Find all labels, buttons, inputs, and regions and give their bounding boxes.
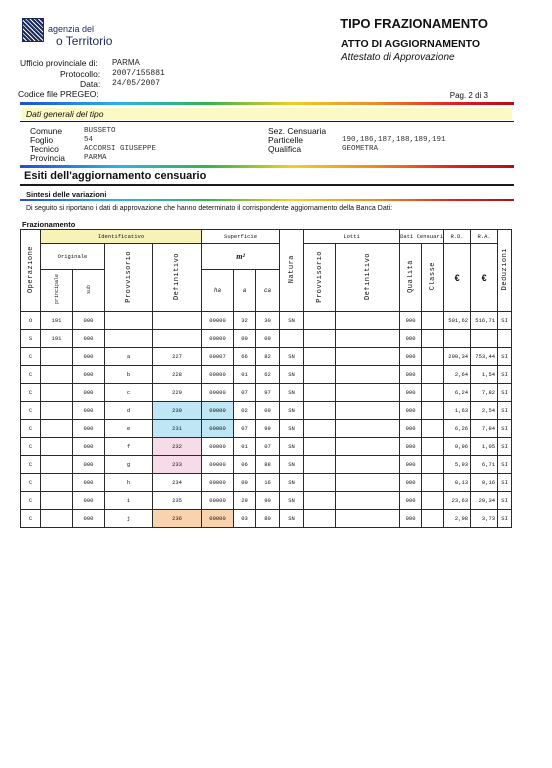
cell-a: 66	[234, 348, 256, 366]
table-body	[21, 312, 512, 528]
cell-cls	[422, 420, 444, 438]
cell-ra: 516,71	[471, 312, 498, 330]
cell-sub: 000	[73, 384, 105, 402]
euro-icon: €	[454, 272, 460, 283]
cell-rd: 2,98	[444, 510, 471, 528]
cell-cls	[422, 492, 444, 510]
cell-prov: f	[105, 438, 153, 456]
cell-lp	[304, 510, 336, 528]
cell-nat: SN	[280, 492, 304, 510]
cell-ld	[336, 312, 400, 330]
cell-rd: 23,63	[444, 492, 471, 510]
cell-ca: 88	[256, 456, 280, 474]
cell-a: 06	[234, 456, 256, 474]
cell-ded: SI	[498, 510, 512, 528]
cell-def: 234	[153, 474, 202, 492]
col-lotti-definitivo: Definitivo	[363, 252, 372, 300]
table-row	[21, 510, 512, 528]
cell-ld	[336, 366, 400, 384]
table-header-row	[21, 230, 512, 244]
tecnico-value: ACCORSI GIUSEPPE	[84, 145, 157, 153]
cell-ld	[336, 384, 400, 402]
protocollo-value: 2007/155881	[112, 69, 165, 78]
cell-qual: 000	[400, 330, 422, 348]
cell-nat	[280, 330, 304, 348]
cell-rd	[444, 330, 471, 348]
cell-cls	[422, 330, 444, 348]
foglio-value: 54	[84, 136, 94, 144]
cell-a: 29	[234, 492, 256, 510]
cell-ha: 00000	[202, 492, 234, 510]
frazionamento-title: Frazionamento	[22, 220, 76, 229]
cell-ra: 0,16	[471, 474, 498, 492]
cell-lp	[304, 420, 336, 438]
col-identificativo: Identificativo	[41, 230, 202, 244]
esiti-description: Di seguito si riportano i dati di approvazione che hanno determinato il corrispondente aggiornamento della Banca Dati:	[26, 205, 393, 212]
cell-sub: 000	[73, 510, 105, 528]
cell-princ	[41, 366, 73, 384]
cell-a: 01	[234, 366, 256, 384]
cell-princ	[41, 384, 73, 402]
cell-qual: 000	[400, 510, 422, 528]
page-number: Pag. 2 di 3	[449, 91, 488, 100]
table-row	[21, 474, 512, 492]
cell-princ	[41, 402, 73, 420]
cell-lp	[304, 348, 336, 366]
cell-cls	[422, 348, 444, 366]
col-ha: ha	[213, 287, 222, 294]
agency-logo-icon	[22, 18, 44, 42]
cell-ha: 00000	[202, 438, 234, 456]
cell-ld	[336, 438, 400, 456]
cell-op: C	[21, 510, 41, 528]
cell-op: C	[21, 384, 41, 402]
cell-ld	[336, 474, 400, 492]
logo-line-2: o Territorio	[56, 34, 113, 48]
table-header-row	[21, 244, 512, 270]
cell-ld	[336, 348, 400, 366]
col-originale: Originale	[41, 244, 105, 270]
table-row	[21, 384, 512, 402]
cell-prov: d	[105, 402, 153, 420]
cell-op: C	[21, 402, 41, 420]
color-rule	[20, 165, 514, 168]
col-qualita: Qualità	[406, 260, 415, 293]
cell-sub: 000	[73, 456, 105, 474]
cell-def: 236	[153, 510, 202, 528]
cell-sub: 000	[73, 420, 105, 438]
cell-nat: SN	[280, 312, 304, 330]
cell-lp	[304, 402, 336, 420]
col-m2: m²	[236, 252, 245, 261]
cell-rd: 501,62	[444, 312, 471, 330]
cell-prov	[105, 330, 153, 348]
color-rule	[20, 199, 514, 201]
cell-op: C	[21, 456, 41, 474]
cell-op: S	[21, 330, 41, 348]
cell-lp	[304, 366, 336, 384]
cell-prov: i	[105, 492, 153, 510]
cell-ca: 99	[256, 420, 280, 438]
cell-sub: 000	[73, 348, 105, 366]
table-row	[21, 402, 512, 420]
cell-ded: SI	[498, 492, 512, 510]
cell-cls	[422, 366, 444, 384]
cell-def: 227	[153, 348, 202, 366]
col-natura: Natura	[287, 255, 296, 284]
table-row	[21, 366, 512, 384]
cell-qual: 000	[400, 420, 422, 438]
cell-nat: SN	[280, 456, 304, 474]
comune-label: Comune	[30, 126, 63, 136]
cell-rd: 0,96	[444, 438, 471, 456]
cell-def: 230	[153, 402, 202, 420]
cell-ded: SI	[498, 312, 512, 330]
cell-nat: SN	[280, 402, 304, 420]
cell-prov	[105, 312, 153, 330]
comune-value: BUSSETO	[84, 127, 116, 135]
cell-op: C	[21, 348, 41, 366]
cell-sub: 000	[73, 366, 105, 384]
cell-prov: e	[105, 420, 153, 438]
cell-qual: 000	[400, 348, 422, 366]
cell-prov: a	[105, 348, 153, 366]
cell-prov: b	[105, 366, 153, 384]
cell-sub: 000	[73, 402, 105, 420]
table-row	[21, 438, 512, 456]
particelle-label: Particelle	[268, 135, 303, 145]
cell-cls	[422, 384, 444, 402]
qualifica-label: Qualifica	[268, 144, 302, 154]
col-ca: ca	[263, 287, 272, 294]
cell-def: 231	[153, 420, 202, 438]
cell-op: O	[21, 312, 41, 330]
sintesi-title: Sintesi delle variazioni	[26, 190, 107, 199]
sez-censuaria-label: Sez. Censuaria	[268, 126, 327, 136]
cell-lp	[304, 438, 336, 456]
cell-rd: 5,93	[444, 456, 471, 474]
cell-ca: 82	[256, 348, 280, 366]
ufficio-label: Ufficio provinciale di:	[20, 58, 98, 68]
col-a: a	[242, 287, 247, 294]
cell-prov: j	[105, 510, 153, 528]
cell-def: 228	[153, 366, 202, 384]
cell-op: C	[21, 420, 41, 438]
divider	[20, 121, 514, 122]
provincia-label: Provincia	[30, 153, 65, 163]
cell-lp	[304, 384, 336, 402]
variations-table	[20, 229, 512, 528]
table-row	[21, 330, 512, 348]
col-rd: R.D.	[444, 230, 471, 244]
cell-ded: SI	[498, 348, 512, 366]
cell-ca: 90	[256, 492, 280, 510]
cell-lp	[304, 456, 336, 474]
euro-icon: €	[481, 272, 487, 283]
cell-lp	[304, 312, 336, 330]
cell-sub: 000	[73, 492, 105, 510]
cell-princ	[41, 420, 73, 438]
col-dati-censuari: Dati Censuari	[400, 230, 444, 244]
cell-prov: g	[105, 456, 153, 474]
cell-ld	[336, 456, 400, 474]
qualifica-value: GEOMETRA	[342, 145, 379, 153]
protocollo-label: Protocollo:	[60, 69, 101, 79]
cell-sub: 000	[73, 312, 105, 330]
cell-a: 00	[234, 330, 256, 348]
divider	[20, 184, 514, 186]
section-title-dati-generali: Dati generali del tipo	[26, 109, 104, 119]
tecnico-label: Tecnico	[30, 144, 59, 154]
cell-ded: SI	[498, 402, 512, 420]
col-ra: R.A.	[471, 230, 498, 244]
cell-princ	[41, 456, 73, 474]
document-title: TIPO FRAZIONAMENTO	[340, 16, 488, 31]
cell-prov: c	[105, 384, 153, 402]
cell-nat: SN	[280, 348, 304, 366]
cell-ld	[336, 402, 400, 420]
cell-nat: SN	[280, 438, 304, 456]
cell-lp	[304, 492, 336, 510]
color-rule	[20, 102, 514, 105]
cell-def: 232	[153, 438, 202, 456]
col-definitivo: Definitivo	[173, 252, 182, 300]
cell-qual: 000	[400, 438, 422, 456]
cell-ra: 7,82	[471, 384, 498, 402]
cell-princ: 191	[41, 330, 73, 348]
cell-ha: 00007	[202, 348, 234, 366]
cell-sub: 000	[73, 474, 105, 492]
logo-line-1: agenzia del	[48, 24, 95, 34]
cell-ded	[498, 330, 512, 348]
cell-princ	[41, 438, 73, 456]
cell-ded: SI	[498, 456, 512, 474]
col-deduzioni: Deduzioni	[500, 248, 509, 291]
table-row	[21, 420, 512, 438]
cell-a: 03	[234, 510, 256, 528]
table-row	[21, 348, 512, 366]
particelle-value: 190,186,187,188,189,191	[342, 136, 446, 144]
cell-a: 01	[234, 438, 256, 456]
foglio-label: Foglio	[30, 135, 54, 145]
col-principale: principale	[53, 274, 60, 305]
col-sub: sub	[85, 284, 92, 294]
cell-qual: 000	[400, 492, 422, 510]
table-row	[21, 312, 512, 330]
cell-ra: 2,54	[471, 402, 498, 420]
cell-ded: SI	[498, 438, 512, 456]
cell-ca: 00	[256, 330, 280, 348]
cell-princ	[41, 348, 73, 366]
document-subtitle: ATTO DI AGGIORNAMENTO	[341, 38, 481, 50]
cell-ld	[336, 420, 400, 438]
cell-ha: 00000	[202, 366, 234, 384]
cell-def: 235	[153, 492, 202, 510]
cell-def	[153, 330, 202, 348]
cell-ha: 00000	[202, 420, 234, 438]
cell-ca: 97	[256, 384, 280, 402]
data-label: Data:	[80, 79, 101, 89]
cell-cls	[422, 312, 444, 330]
table-row	[21, 456, 512, 474]
col-superficie: Superficie	[202, 230, 280, 244]
cell-ra: 753,44	[471, 348, 498, 366]
cell-a: 07	[234, 420, 256, 438]
col-provvisorio: Provvisorio	[124, 250, 133, 303]
cell-rd: 6,26	[444, 420, 471, 438]
cell-op: C	[21, 474, 41, 492]
cell-nat: SN	[280, 366, 304, 384]
cell-qual: 000	[400, 402, 422, 420]
cell-princ	[41, 510, 73, 528]
cell-ded: SI	[498, 474, 512, 492]
cell-ra: 6,71	[471, 456, 498, 474]
cell-cls	[422, 510, 444, 528]
cell-ded: SI	[498, 384, 512, 402]
cell-qual: 000	[400, 474, 422, 492]
cell-lp	[304, 474, 336, 492]
cell-ca: 00	[256, 402, 280, 420]
cell-princ	[41, 492, 73, 510]
cell-qual: 000	[400, 456, 422, 474]
col-operazione: Operazione	[26, 245, 35, 293]
cell-def: 229	[153, 384, 202, 402]
cell-nat: SN	[280, 474, 304, 492]
cell-prov: h	[105, 474, 153, 492]
cell-ha: 00000	[202, 312, 234, 330]
cell-rd: 0,13	[444, 474, 471, 492]
cell-ha: 00000	[202, 330, 234, 348]
cell-ca: 30	[256, 312, 280, 330]
cell-op: C	[21, 492, 41, 510]
cell-a: 32	[234, 312, 256, 330]
cell-nat: SN	[280, 384, 304, 402]
cell-ha: 00000	[202, 384, 234, 402]
cell-ld	[336, 330, 400, 348]
cell-rd: 6,24	[444, 384, 471, 402]
cell-cls	[422, 474, 444, 492]
cell-ra	[471, 330, 498, 348]
cell-a: 00	[234, 474, 256, 492]
esiti-title: Esiti dell'aggiornamento censuario	[24, 170, 207, 182]
cell-ha: 00000	[202, 456, 234, 474]
cell-rd: 1,63	[444, 402, 471, 420]
cell-princ	[41, 474, 73, 492]
cell-ra: 29,34	[471, 492, 498, 510]
col-classe: Classe	[428, 262, 437, 291]
cell-ra: 7,84	[471, 420, 498, 438]
attestato-text: Attestato di Approvazione	[341, 52, 455, 63]
cell-ha: 00000	[202, 474, 234, 492]
cell-qual: 000	[400, 384, 422, 402]
cell-ca: 80	[256, 510, 280, 528]
col-lotti: Lotti	[304, 230, 400, 244]
cell-ld	[336, 510, 400, 528]
col-lotti-provvisorio: Provvisorio	[315, 250, 324, 303]
cell-def	[153, 312, 202, 330]
cell-ca: 16	[256, 474, 280, 492]
cell-sub: 000	[73, 330, 105, 348]
cell-ld	[336, 492, 400, 510]
cell-qual: 000	[400, 366, 422, 384]
pregeo-label: Codice file PREGEO:	[18, 89, 99, 99]
cell-nat: SN	[280, 420, 304, 438]
cell-op: C	[21, 366, 41, 384]
cell-ded: SI	[498, 366, 512, 384]
cell-ca: 07	[256, 438, 280, 456]
cell-ra: 1,05	[471, 438, 498, 456]
cell-a: 07	[234, 384, 256, 402]
table-row	[21, 492, 512, 510]
cell-rd: 200,34	[444, 348, 471, 366]
provincia-value: PARMA	[84, 154, 107, 162]
cell-ha: 00000	[202, 510, 234, 528]
cell-def: 233	[153, 456, 202, 474]
cell-princ: 191	[41, 312, 73, 330]
data-value: 24/05/2007	[112, 79, 161, 88]
ufficio-value: PARMA	[112, 58, 140, 67]
cell-cls	[422, 456, 444, 474]
cell-qual: 000	[400, 312, 422, 330]
cell-ded: SI	[498, 420, 512, 438]
cell-cls	[422, 402, 444, 420]
cell-rd: 2,64	[444, 366, 471, 384]
cell-nat: SN	[280, 510, 304, 528]
cell-cls	[422, 438, 444, 456]
cell-ca: 62	[256, 366, 280, 384]
cell-a: 02	[234, 402, 256, 420]
cell-sub: 000	[73, 438, 105, 456]
cell-ra: 1,54	[471, 366, 498, 384]
cell-ha: 00000	[202, 402, 234, 420]
cell-op: C	[21, 438, 41, 456]
cell-ra: 3,73	[471, 510, 498, 528]
cell-lp	[304, 330, 336, 348]
